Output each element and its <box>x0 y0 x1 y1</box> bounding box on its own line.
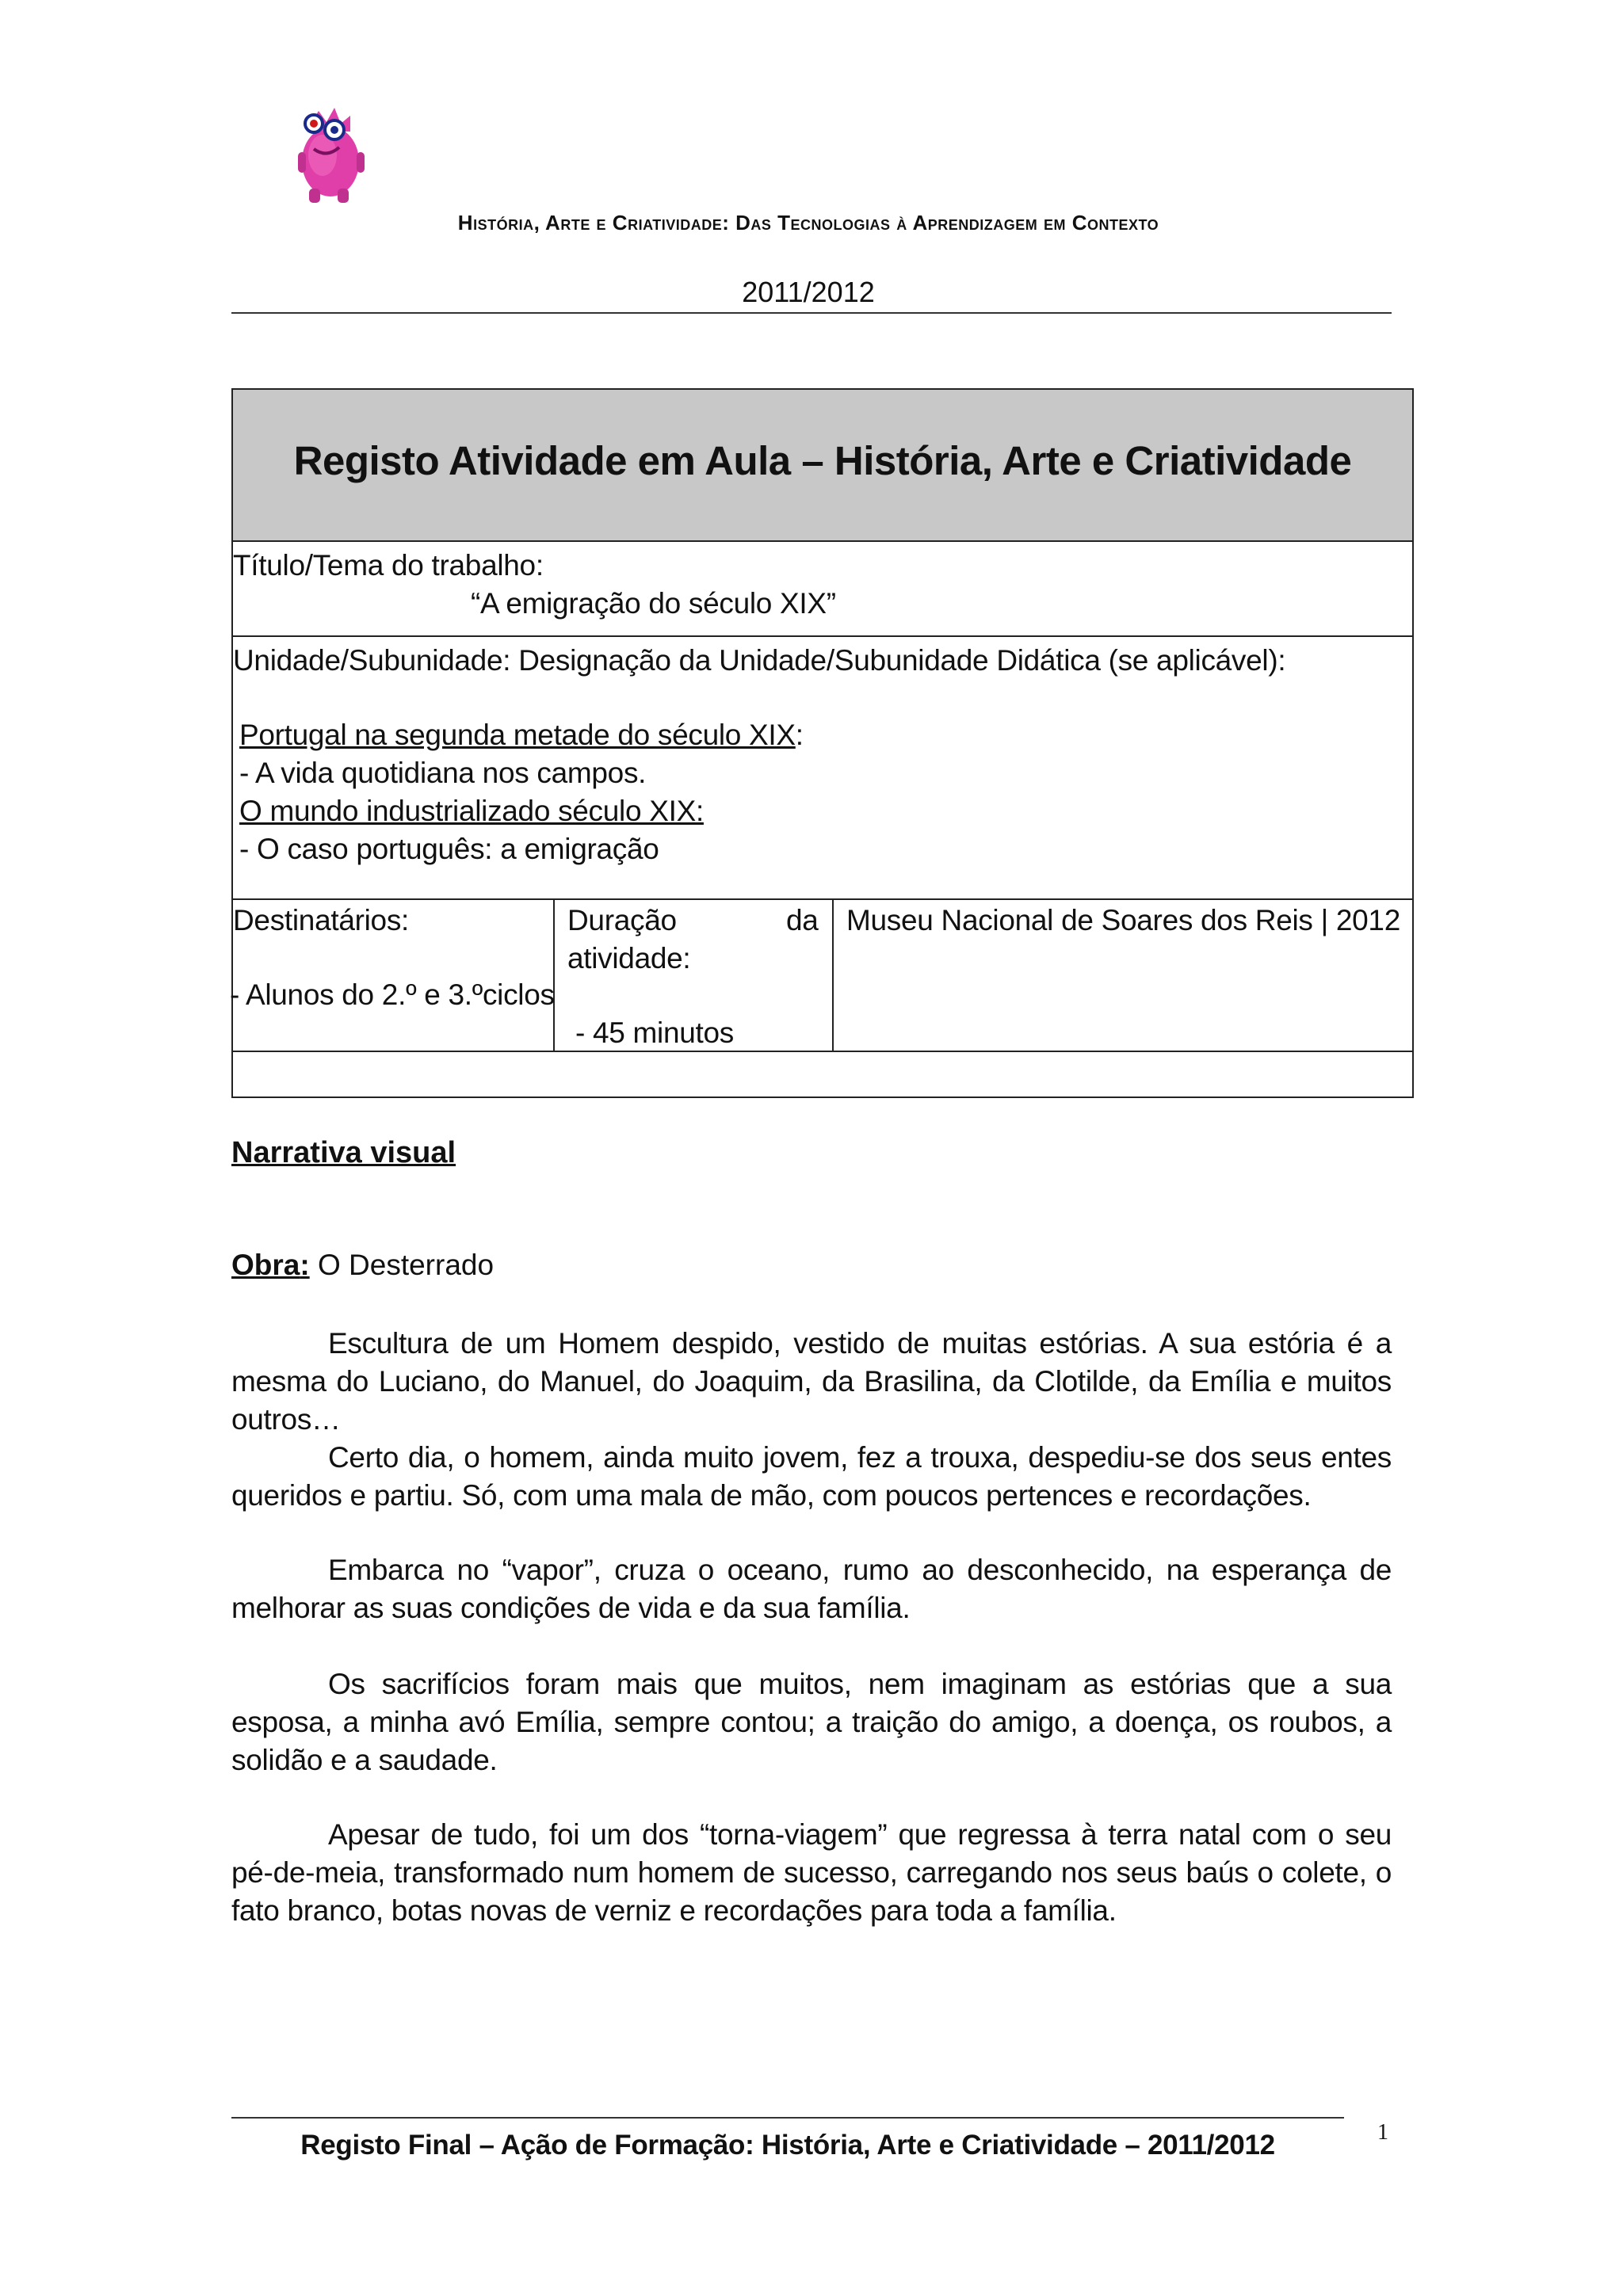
narrative-paragraph: Os sacrifícios foram mais que muitos, nem imaginam as estórias que a sua esposa, a minha avó Emília, sempre contou; a traição do amigo, a doença, os roubos, a solidão e a saudade. <box>231 1668 1392 1776</box>
unit-line: Portugal na segunda metade do século XIX: <box>239 719 804 751</box>
section-heading: Narrativa visual <box>231 1136 456 1169</box>
unit-row <box>233 637 1412 900</box>
footer-text: Registo Final – Ação de Formação: História, Arte e Criatividade – 2011/2012 <box>300 2130 1275 2161</box>
theme-row <box>233 542 1412 637</box>
audience-value: - Alunos do 2.º e 3.ºciclos <box>230 978 555 1011</box>
unit-line: - O caso português: a emigração <box>239 833 659 865</box>
pink-monster-icon <box>287 100 374 211</box>
column-divider <box>832 900 834 1051</box>
duration-value: - 45 minutos <box>575 1016 734 1049</box>
unit-line: - A vida quotidiana nos campos. <box>239 757 647 789</box>
source-credit: Museu Nacional de Soares dos Reis | 2012 <box>846 904 1400 936</box>
empty-row <box>233 1052 1412 1097</box>
duration-label: Duração <box>567 904 677 936</box>
duration-label-2: atividade: <box>567 942 691 974</box>
column-divider <box>553 900 555 1051</box>
narrative-paragraph: Embarca no “vapor”, cruza o oceano, rumo ao desconhecido, na esperança de melhorar as suas condições de vida e da sua família. <box>231 1554 1392 1624</box>
narrative-paragraph: Escultura de um Homem despido, vestido de muitas estórias. A sua estória é a mesma do Luciano, do Manuel, do Joaquim, da Brasilina, da Clotilde, da Emília e muitos outros… <box>231 1327 1392 1436</box>
theme-value: “A emigração do século XIX” <box>471 587 836 620</box>
artwork-name: O Desterrado <box>317 1249 495 1281</box>
activity-info-table <box>231 388 1414 1098</box>
artwork-line: Obra: O Desterrado <box>231 1249 495 1281</box>
table-title-band <box>233 390 1412 542</box>
audience-label: Destinatários: <box>233 904 410 936</box>
page-number: 1 <box>1377 2120 1388 2145</box>
meta-row <box>230 900 1412 1052</box>
unit-label: Unidade/Subunidade: Designação da Unidade/Subunidade Didática (se aplicável): <box>233 644 1286 677</box>
narrative-paragraph: Apesar de tudo, foi um dos “torna-viagem” que regressa à terra natal com o seu pé-de-meia, transformado num homem de sucesso, carregando nos seus baús o colete, o fato branco, botas novas de verniz e recordações para toda a família. <box>231 1818 1392 1927</box>
activity-title: Registo Atividade em Aula – História, Arte e Criatividade <box>293 438 1352 483</box>
unit-line: O mundo industrializado século XIX: <box>239 795 704 827</box>
duration-label-da: da <box>786 904 819 936</box>
narrative-paragraph: Certo dia, o homem, ainda muito jovem, fez a trouxa, despediu-se dos seus entes queridos e partiu. Só, com uma mala de mão, com poucos pertences e recordações. <box>231 1441 1392 1512</box>
header-title: História, Arte e Criatividade: Das Tecnologias à Aprendizagem em Contexto <box>457 211 1159 235</box>
theme-label: Título/Tema do trabalho: <box>233 549 544 582</box>
footer-divider <box>231 2117 1344 2119</box>
artwork-label: Obra <box>231 1249 300 1281</box>
header-divider <box>231 312 1392 314</box>
header-year: 2011/2012 <box>742 276 875 308</box>
